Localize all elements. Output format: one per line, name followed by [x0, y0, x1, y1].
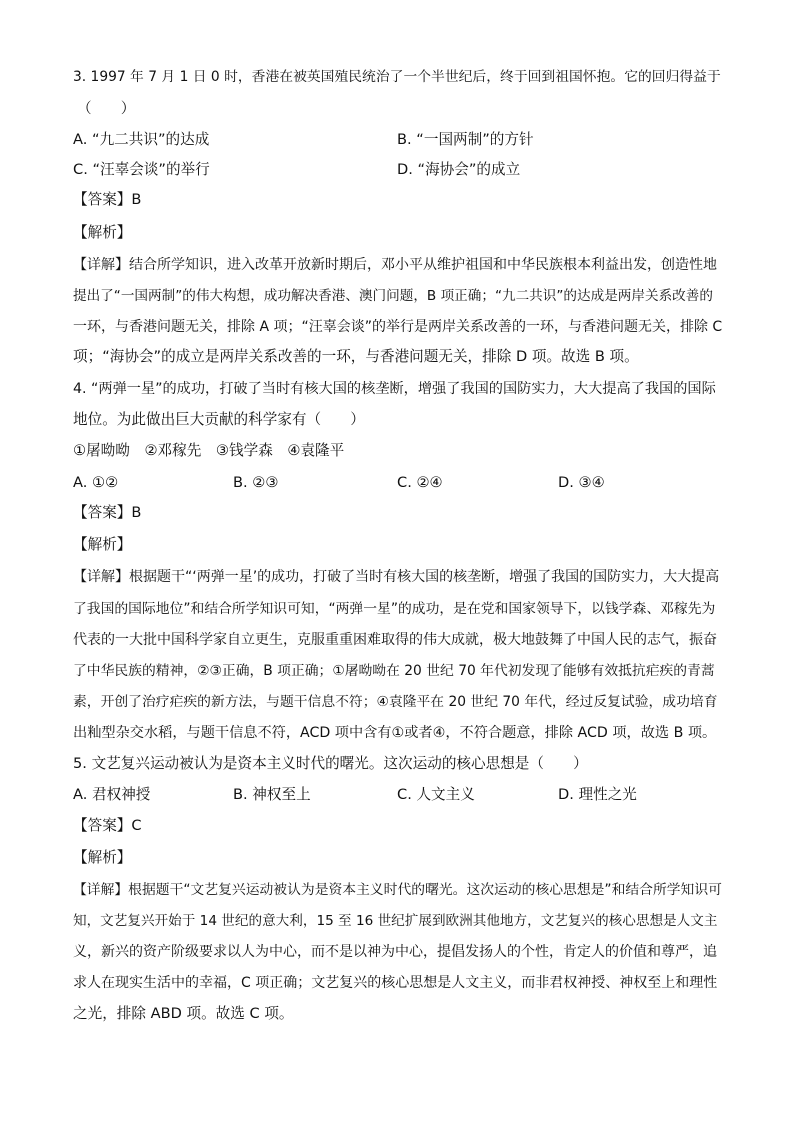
- q4-items: ①屠呦呦 ②邓稼先 ③钱学森 ④袁隆平: [73, 442, 345, 459]
- q3-detail-line: 项；“海协会”的成立是两岸关系改善的一环，与香港问题无关，排除 D 项。故选 B 项。: [73, 348, 639, 365]
- q4-detail-line: 素，开创了治疗疟疾的新方法，与题干信息不符；④袁隆平在 20 世纪 70 年代，经过反复试验，成功培育: [73, 694, 718, 710]
- q5-option-d: D. 理性之光: [558, 786, 637, 803]
- q5-option-b: B. 神权至上: [233, 786, 311, 803]
- q5-detail-line: 求人在现实生活中的幸福，C 项正确；文艺复兴的核心思想是人文主义，而非君权神授、神权至上和理性: [73, 975, 718, 991]
- q3-analysis-heading: 【解析】: [73, 224, 132, 241]
- q4-option-c: C. ②④: [397, 474, 443, 491]
- q4-option-a: A. ①②: [73, 474, 119, 491]
- q4-detail-line: 出籼型杂交水稻，与题干信息不符，ACD 项中含有①或者④，不符合题意，排除 ACD 项，故选 B 项。: [73, 725, 717, 741]
- q3-stem-line1: 3. 1997 年 7 月 1 日 0 时，香港在被英国殖民统治了一个半世纪后，终于回到祖国怀抱。它的回归得益于: [73, 69, 721, 85]
- q4-option-d: D. ③④: [558, 474, 605, 491]
- q3-option-b: B. “一国两制”的方针: [397, 131, 534, 148]
- q3-stem-line2: （ ）: [77, 100, 136, 117]
- q3-answer: 【答案】B: [73, 191, 142, 208]
- q4-detail-line: 了中华民族的精神，②③正确，B 项正确；①屠呦呦在 20 世纪 70 年代初发现了能够有效抵抗疟疾的青蒿: [73, 663, 715, 679]
- q5-detail-line: 知，文艺复兴开始于 14 世纪的意大利，15 至 16 世纪扩展到欧洲其他地方，文艺复兴的核心思想是人文主: [73, 913, 718, 929]
- q4-detail-line: 代表的一大批中国科学家自立更生，克服重重困难取得的伟大成就，极大地鼓舞了中国人民的志气，振奋: [73, 632, 717, 648]
- q5-detail-line: 义，新兴的资产阶级要求以人为中心，而不是以神为中心，提倡发扬人的个性，肯定人的价值和尊严，追: [73, 944, 717, 960]
- q3-detail-line: 提出了“一国两制”的伟大构想，成功解决香港、澳门问题，B 项正确；“九二共识”的达成是两岸关系改善的: [73, 288, 713, 304]
- q3-option-c: C. “汪辜会谈”的举行: [73, 161, 210, 178]
- q4-answer: 【答案】B: [73, 504, 142, 521]
- q5-stem: 5. 文艺复兴运动被认为是资本主义时代的曙光。这次运动的核心思想是（ ）: [73, 755, 588, 772]
- q3-option-d: D. “海协会”的成立: [397, 161, 521, 178]
- q5-answer: 【答案】C: [73, 817, 142, 834]
- q5-detail-line: 之光，排除 ABD 项。故选 C 项。: [73, 1005, 294, 1022]
- q5-detail-line: 【详解】根据题干“文艺复兴运动被认为是资本主义时代的曙光。这次运动的核心思想是”和结合所学知识可: [73, 882, 722, 898]
- q4-stem-line1: 4. “两弹一星”的成功，打破了当时有核大国的核垄断，增强了我国的国防实力，大大提高了我国的国际: [73, 381, 716, 397]
- q3-detail-line: 一环，与香港问题无关，排除 A 项；“汪辜会谈”的举行是两岸关系改善的一环，与香港问题无关，排除 C: [73, 319, 723, 335]
- q3-option-a: A. “九二共识”的达成: [73, 131, 210, 148]
- q3-detail-line: 【详解】结合所学知识，进入改革开放新时期后，邓小平从维护祖国和中华民族根本利益出发，创造性地: [73, 257, 717, 273]
- q4-option-b: B. ②③: [233, 474, 279, 491]
- q5-analysis-heading: 【解析】: [73, 849, 132, 866]
- q4-stem-line2: 地位。为此做出巨大贡献的科学家有（ ）: [73, 411, 365, 428]
- q4-detail-line: 了我国的国际地位”和结合所学知识可知，“两弹一星”的成功，是在党和国家领导下，以钱学森、邓稼先为: [73, 601, 716, 617]
- q4-detail-line: 【详解】根据题干“‘两弹一星’的成功，打破了当时有核大国的核垄断，增强了我国的国防实力，大大提高: [73, 569, 720, 585]
- q4-analysis-heading: 【解析】: [73, 536, 132, 553]
- q5-option-a: A. 君权神授: [73, 786, 151, 803]
- q5-option-c: C. 人文主义: [397, 786, 475, 803]
